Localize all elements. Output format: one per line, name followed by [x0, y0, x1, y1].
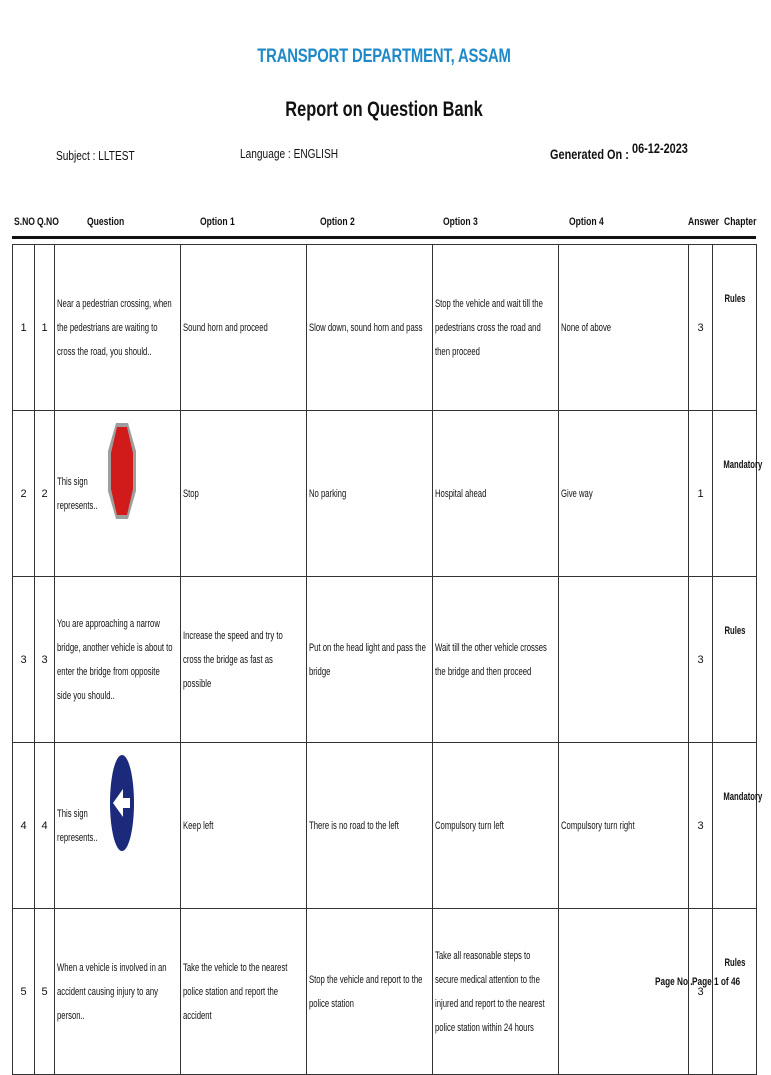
chapter-cell: [713, 411, 763, 577]
option2-cell: [307, 245, 433, 411]
table-row: [13, 743, 757, 909]
table-row: [13, 909, 757, 1075]
question-cell: [55, 245, 181, 411]
table-row: [13, 411, 757, 577]
option3-cell: [433, 743, 559, 909]
option3-text: Compulsory turn left: [435, 819, 504, 832]
compulsory-turn-left-sign-icon: [107, 753, 137, 853]
answer-cell: [689, 577, 713, 743]
chapter-value: Mandatory: [723, 791, 763, 803]
qno-cell: 2: [35, 411, 55, 577]
qno-cell: 4: [35, 743, 55, 909]
page-count: Page 1 of 46: [692, 976, 741, 988]
answer-cell: [689, 743, 713, 909]
subject-label: Subject : LLTEST: [56, 148, 135, 163]
option2-cell: [307, 909, 433, 1075]
option4-cell: [559, 411, 689, 577]
question-text: This sign represents..: [57, 807, 98, 844]
option2-text: Put on the head light and pass the bridge: [309, 641, 426, 678]
chapter-cell: [713, 577, 757, 743]
generated-label: Generated On :: [550, 146, 629, 162]
question-text: When a vehicle is involved in an accident causing injury to any person..: [57, 961, 167, 1022]
answer-value: 3: [697, 819, 704, 832]
sno-cell: 2: [13, 411, 35, 577]
answer-value: 1: [697, 487, 704, 500]
qno-cell: 3: [35, 577, 55, 743]
option4-text: None of above: [561, 321, 612, 334]
option2-text: Slow down, sound horn and pass: [309, 321, 423, 334]
option2-text: No parking: [309, 487, 347, 500]
col-sno: S.NO: [14, 216, 35, 228]
report-title: Report on Question Bank: [285, 98, 483, 121]
option4-cell: [559, 909, 689, 1075]
answer-value: 3: [697, 321, 704, 334]
header-divider: [12, 236, 756, 239]
option2-text: There is no road to the left: [309, 819, 399, 832]
table-row: [13, 577, 757, 743]
chapter-value: Rules: [724, 625, 745, 637]
chapter-value: Mandatory: [723, 459, 763, 471]
sno-cell: 4: [13, 743, 35, 909]
chapter-value: Rules: [724, 293, 745, 305]
col-qno: Q.NO: [37, 216, 59, 228]
option3-cell: [433, 245, 559, 411]
stop-sign-icon: [107, 421, 137, 521]
sno-cell: 3: [13, 577, 35, 743]
option4-cell: [559, 743, 689, 909]
sno-cell: 5: [13, 909, 35, 1075]
question-text: This sign represents..: [57, 475, 98, 512]
question-cell: [55, 743, 181, 909]
table-row: [13, 245, 757, 411]
chapter-cell: [713, 743, 763, 909]
answer-value: 3: [697, 653, 704, 666]
option1-text: Increase the speed and try to cross the bridge as fast as possible: [183, 629, 283, 690]
qno-cell: 1: [35, 245, 55, 411]
option3-text: Hospital ahead: [435, 487, 487, 500]
page-no-label: Page No .: [655, 976, 693, 988]
col-option4: Option 4: [569, 216, 604, 228]
question-cell: [55, 909, 181, 1075]
option3-cell: [433, 411, 559, 577]
option2-cell: [307, 577, 433, 743]
option2-text: Stop the vehicle and report to the police station: [309, 973, 423, 1010]
col-answer: Answer: [688, 216, 720, 228]
option2-cell: [307, 743, 433, 909]
option1-text: Take the vehicle to the nearest police station and report the accident: [183, 961, 288, 1022]
question-cell: [55, 411, 181, 577]
option1-text: Sound horn and proceed: [183, 321, 268, 334]
answer-cell: [689, 909, 713, 1075]
option4-text: Compulsory turn right: [561, 819, 635, 832]
answer-cell: [689, 411, 713, 577]
answer-value: 3: [697, 985, 704, 998]
answer-cell: [689, 245, 713, 411]
option1-cell: [181, 909, 307, 1075]
option2-cell: [307, 411, 433, 577]
question-table: [12, 244, 763, 1075]
col-option3: Option 3: [443, 216, 478, 228]
chapter-value: Rules: [724, 957, 745, 969]
language-label: Language : ENGLISH: [240, 146, 339, 161]
col-chapter: Chapter: [724, 216, 757, 228]
option4-cell: [559, 245, 689, 411]
option1-cell: [181, 411, 307, 577]
question-text: You are approaching a narrow bridge, another vehicle is about to enter the bridge from opposite side you should..: [57, 617, 173, 702]
option1-text: Keep left: [183, 819, 214, 832]
option1-text: Stop: [183, 487, 199, 500]
option3-text: Take all reasonable steps to secure medical attention to the injured and report to the nearest police station within 24 hours: [435, 949, 545, 1034]
col-option1: Option 1: [200, 216, 235, 228]
option1-cell: [181, 743, 307, 909]
option4-text: Give way: [561, 487, 593, 500]
option3-cell: [433, 577, 559, 743]
option3-text: Wait till the other vehicle crosses the bridge and then proceed: [435, 641, 547, 678]
qno-cell: 5: [35, 909, 55, 1075]
sno-cell: 1: [13, 245, 35, 411]
chapter-cell: [713, 245, 757, 411]
option3-text: Stop the vehicle and wait till the pedestrians cross the road and then proceed: [435, 297, 543, 358]
option1-cell: [181, 245, 307, 411]
question-text: Near a pedestrian crossing, when the pedestrians are waiting to cross the road, you should..: [57, 297, 172, 358]
option4-cell: [559, 577, 689, 743]
chapter-cell: [713, 909, 757, 1075]
generated-on: [550, 140, 688, 162]
department-title: TRANSPORT DEPARTMENT, ASSAM: [257, 46, 511, 67]
generated-date: 06-12-2023: [632, 140, 688, 156]
option1-cell: [181, 577, 307, 743]
col-question: Question: [87, 216, 125, 228]
col-option2: Option 2: [320, 216, 355, 228]
question-cell: [55, 577, 181, 743]
option3-cell: [433, 909, 559, 1075]
